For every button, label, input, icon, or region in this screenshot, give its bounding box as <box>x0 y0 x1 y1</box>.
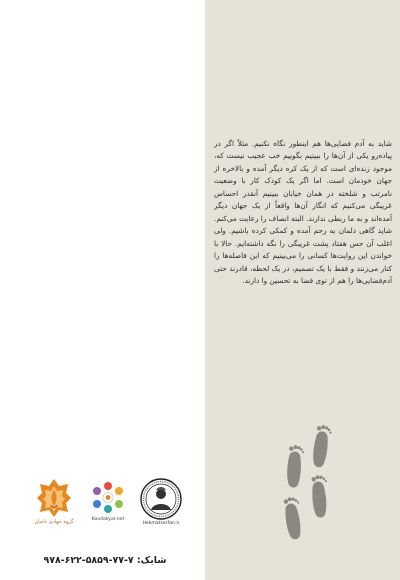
hekmat-logo <box>136 478 186 527</box>
hekmat-seal-logo-icon <box>140 478 182 520</box>
koodakyar-logo-icon <box>88 478 128 516</box>
publisher-logos <box>0 478 205 548</box>
najian-logo <box>30 478 78 525</box>
hekmat-logo-caption: Hekmatserfan.ir <box>142 521 180 526</box>
isbn-label: شابک: ۷-۷۷-۵۸۵۹-۶۲۲-۹۷۸ <box>43 555 167 566</box>
najian-logo-caption: گروه جهادی ناجیان <box>34 519 74 525</box>
koodakyar-logo-caption: Koodakyar.net <box>91 517 125 522</box>
koodakyar-logo <box>86 478 130 523</box>
footprints-icon <box>278 418 350 548</box>
najian-group-logo-icon <box>36 478 72 518</box>
back-cover-blurb: شاید به آدم فضایی‌ها هم اینطور نگاه نکنیم. مثلاً اگر در پیاده‌رو یکی از آن‌ها را ببینیم بگوییم خب عجیب نیست که، موجود زنده‌ای است که از یک کره دیگر آمده و بالاخره از جهان خودمان است. اما اگر یک کودک کار با وضعیت نامرتب و شلخته در همان خیابان ببینیم آنقدر احساس غریبگی می‌کنیم که انگار آن‌ها واقعاً از یک جهان دیگر آمده‌اند و به ما ربطی ندارند. البته انصاف را رعایت می‌کنم. شاید گاهی دلمان به رحم آمده و کمکی کرده باشیم. ولی اغلب آن حس هفتاد پشت غریبگی را نگه داشته‌ایم. حالا با خواندن این روایت‌ها کسانی را می‌بینیم که این فاصله‌ها را کنار می‌زنند و فقط با یک تصمیم، در یک لحظه، قادرند حتی آدم‌فضایی‌ها را هم از توی فضا به تحسین وا دارند. <box>214 139 392 285</box>
